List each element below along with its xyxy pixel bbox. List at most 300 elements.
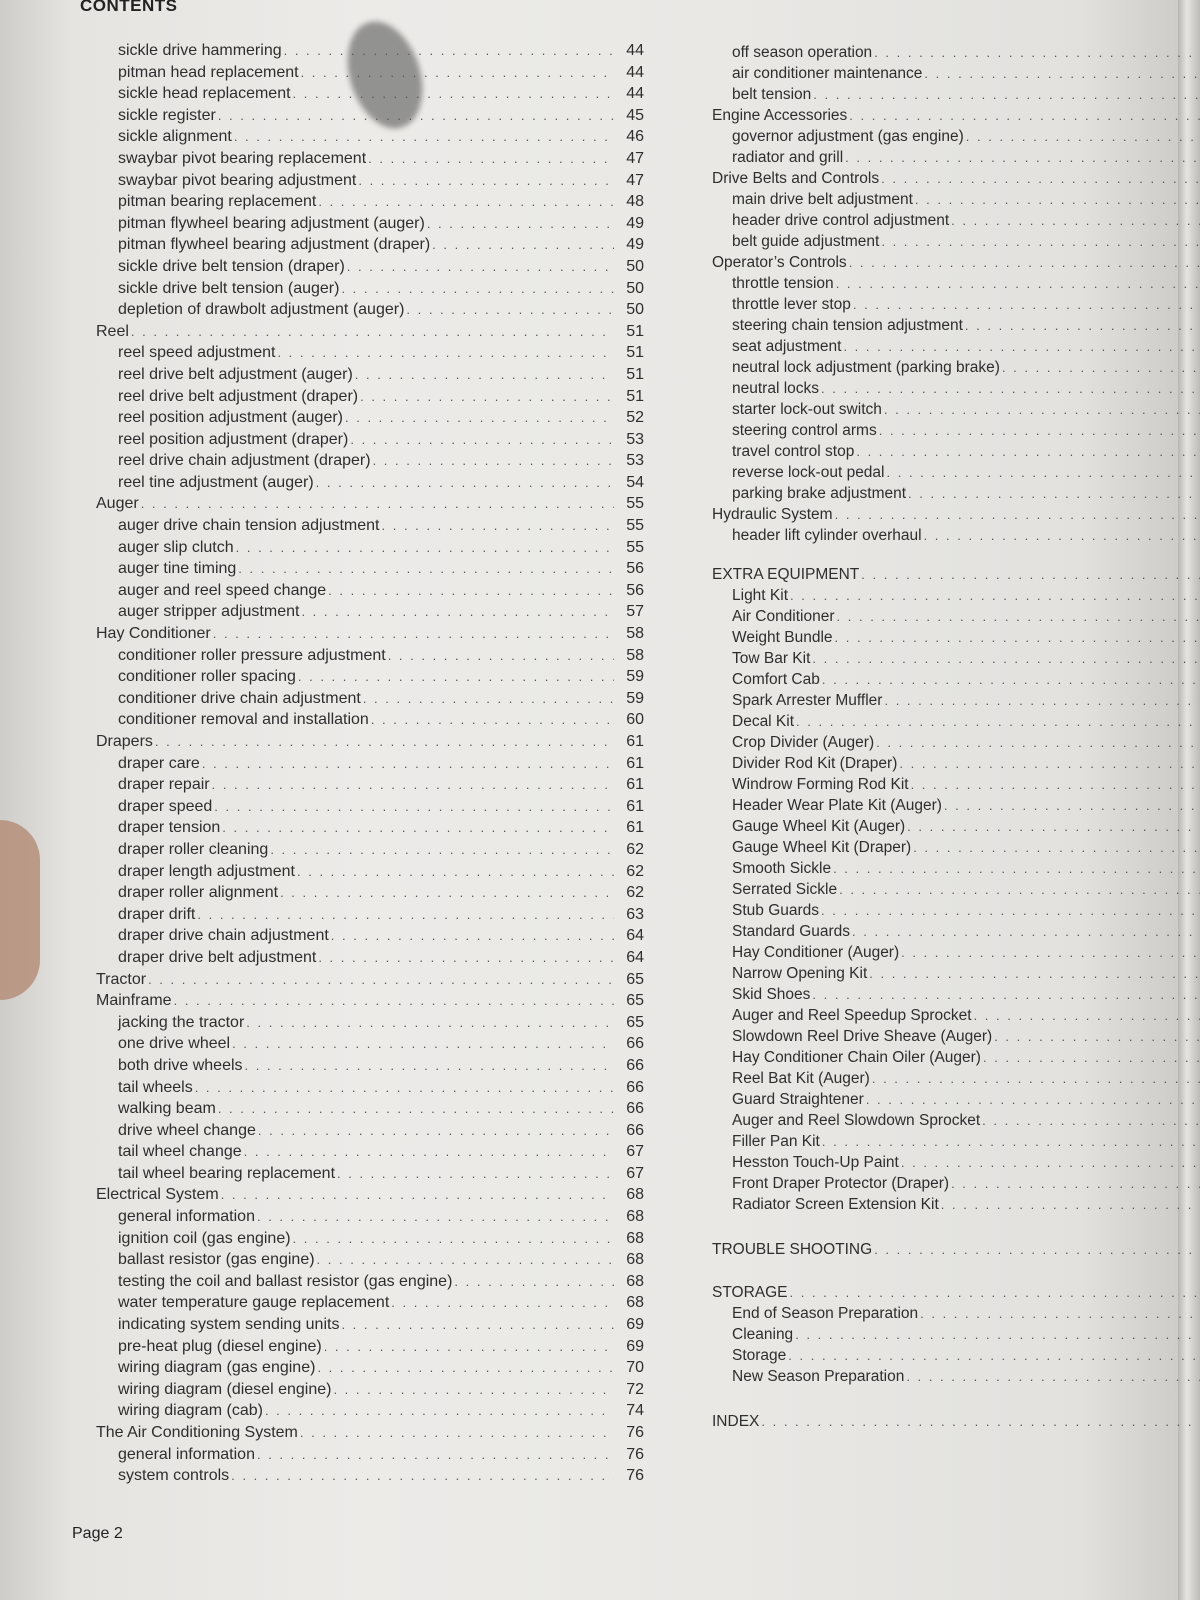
toc-entry[interactable] — [96, 666, 644, 688]
toc-entry-page: 50 — [626, 279, 644, 297]
dot-leader — [298, 1422, 614, 1444]
toc-entry-title: depletion of drawbolt adjustment (auger) — [118, 301, 405, 319]
dot-leader — [899, 942, 1200, 963]
dot-leader — [874, 732, 1200, 753]
toc-entry[interactable] — [712, 1194, 1200, 1215]
dot-leader — [949, 1173, 1200, 1194]
toc-entry[interactable] — [96, 83, 644, 105]
toc-entry-title: Slowdown Reel Drive Sheave (Auger) — [732, 1028, 993, 1045]
toc-entry-title: Drive Belts and Controls — [712, 170, 880, 187]
toc-entry[interactable] — [96, 1271, 644, 1293]
toc-entry[interactable] — [712, 42, 1200, 63]
toc-entry-page: 51 — [626, 344, 644, 362]
toc-entry[interactable] — [712, 378, 1200, 399]
toc-entry-title: tail wheel bearing replacement — [118, 1164, 336, 1182]
toc-entry-title: conditioner removal and installation — [118, 711, 369, 729]
toc-entry[interactable] — [96, 861, 644, 883]
toc-entry[interactable] — [712, 963, 1200, 984]
dot-leader — [1000, 357, 1200, 378]
toc-entry[interactable] — [712, 1324, 1200, 1345]
toc-entry[interactable] — [96, 601, 644, 623]
toc-entry-title: air conditioner maintenance — [732, 65, 923, 82]
toc-entry[interactable] — [712, 984, 1200, 1005]
toc-entry[interactable] — [96, 515, 644, 537]
toc-entry[interactable] — [712, 1068, 1200, 1089]
dot-leader — [316, 947, 614, 969]
dot-leader — [877, 420, 1200, 441]
toc-entry[interactable] — [96, 1249, 644, 1271]
toc-entry[interactable] — [712, 273, 1200, 294]
toc-entry-title: Comfort Cab — [732, 671, 820, 688]
toc-entry[interactable] — [96, 213, 644, 235]
toc-entry-page: 55 — [626, 517, 644, 535]
dot-leader — [837, 879, 1200, 900]
toc-entry[interactable] — [712, 462, 1200, 483]
toc-entry-page: 61 — [626, 776, 644, 794]
toc-entry[interactable] — [712, 879, 1200, 900]
toc-entry-page: 51 — [626, 387, 644, 405]
toc-entry-page: 76 — [626, 1467, 644, 1485]
toc-section-entry[interactable] — [712, 168, 1200, 189]
toc-entry-title: belt guide adjustment — [732, 233, 880, 250]
toc-entry-title: reel drive belt adjustment (draper) — [118, 387, 359, 405]
dot-leader — [195, 904, 614, 926]
dot-leader — [430, 234, 614, 256]
toc-section-entry[interactable] — [96, 321, 644, 343]
toc-entry[interactable] — [96, 1077, 644, 1099]
toc-entry[interactable] — [96, 191, 644, 213]
toc-entry[interactable] — [96, 537, 644, 559]
toc-entry[interactable] — [712, 1131, 1200, 1152]
toc-entry[interactable] — [96, 278, 644, 300]
toc-entry[interactable] — [712, 711, 1200, 732]
toc-entry[interactable] — [96, 126, 644, 148]
toc-entry-page: 67 — [626, 1164, 644, 1182]
toc-entry[interactable] — [712, 441, 1200, 462]
toc-entry-title: Operator’s Controls — [712, 254, 847, 271]
toc-entry-title: drive wheel change — [118, 1121, 256, 1139]
dot-leader — [834, 273, 1200, 294]
dot-leader — [371, 450, 614, 472]
toc-entry[interactable] — [96, 1033, 644, 1055]
toc-entry[interactable] — [712, 231, 1200, 252]
toc-entry-title: governor adjustment (gas engine) — [732, 128, 964, 145]
dot-leader — [942, 795, 1200, 816]
toc-entry-page: 66 — [626, 1035, 644, 1053]
dot-leader — [329, 925, 614, 947]
toc-entry[interactable] — [96, 342, 644, 364]
dot-leader — [793, 1324, 1200, 1345]
toc-entry[interactable] — [712, 1047, 1200, 1068]
toc-entry-title: auger slip clutch — [118, 538, 234, 556]
toc-entry[interactable] — [96, 62, 644, 84]
toc-entry[interactable] — [712, 585, 1200, 606]
toc-entry[interactable] — [96, 1465, 644, 1487]
toc-entry-title: Hay Conditioner Chain Oiler (Auger) — [732, 1049, 981, 1066]
toc-entry-page: 50 — [626, 257, 644, 275]
dot-leader — [911, 837, 1200, 858]
toc-entry-title: sickle register — [118, 106, 216, 124]
dot-leader — [854, 441, 1200, 462]
toc-entry[interactable] — [712, 900, 1200, 921]
toc-entry-title: Narrow Opening Kit — [732, 965, 868, 982]
toc-entry[interactable] — [712, 1366, 1200, 1387]
toc-section-entry[interactable] — [96, 731, 644, 753]
dot-leader — [255, 1444, 614, 1466]
dot-leader — [315, 1357, 614, 1379]
toc-entry[interactable] — [96, 386, 644, 408]
toc-entry[interactable] — [96, 709, 644, 731]
dot-leader — [870, 1068, 1200, 1089]
dot-leader — [885, 462, 1200, 483]
toc-entry-title: sickle head replacement — [118, 85, 291, 103]
toc-entry-page: 54 — [626, 473, 644, 491]
toc-entry[interactable] — [712, 1152, 1200, 1173]
dot-leader — [172, 990, 614, 1012]
toc-entry[interactable] — [712, 774, 1200, 795]
dot-leader — [963, 315, 1200, 336]
dot-leader — [831, 858, 1200, 879]
toc-entry[interactable] — [96, 1228, 644, 1250]
toc-entry[interactable] — [96, 947, 644, 969]
dot-leader — [922, 525, 1200, 546]
toc-entry-title: throttle lever stop — [732, 296, 851, 313]
dot-leader — [295, 861, 614, 883]
toc-entry-page: 68 — [626, 1229, 644, 1247]
toc-entry-title: water temperature gauge replacement — [118, 1294, 390, 1312]
toc-entry-title: auger stripper adjustment — [118, 603, 300, 621]
extra-equipment-section — [712, 564, 1200, 1215]
toc-entry[interactable] — [712, 1110, 1200, 1131]
toc-entry[interactable] — [712, 942, 1200, 963]
toc-entry[interactable] — [712, 795, 1200, 816]
dot-leader — [972, 1005, 1200, 1026]
dot-leader — [810, 984, 1200, 1005]
toc-entry-title: New Season Preparation — [732, 1368, 905, 1385]
toc-entry[interactable] — [712, 858, 1200, 879]
toc-section-entry[interactable] — [96, 1184, 644, 1206]
toc-entry-title: pre-heat plug (diesel engine) — [118, 1337, 322, 1355]
toc-entry-page: 56 — [626, 560, 644, 578]
toc-entry[interactable] — [712, 357, 1200, 378]
toc-entry-title: Decal Kit — [732, 713, 795, 730]
toc-entry-title: draper repair — [118, 776, 210, 794]
toc-section-entry[interactable] — [712, 105, 1200, 126]
dot-leader — [851, 294, 1200, 315]
toc-entry[interactable] — [712, 1026, 1200, 1047]
dot-leader — [299, 62, 614, 84]
dot-leader — [882, 399, 1200, 420]
toc-entry-title: Hay Conditioner — [96, 625, 211, 643]
toc-entry-page: 69 — [626, 1316, 644, 1334]
toc-entry[interactable] — [96, 429, 644, 451]
dot-leader — [343, 407, 614, 429]
toc-entry[interactable] — [712, 294, 1200, 315]
toc-entry[interactable] — [96, 1336, 644, 1358]
toc-entry-title: wiring diagram (gas engine) — [118, 1359, 316, 1377]
toc-entry-title: parking brake adjustment — [732, 485, 907, 502]
dot-leader — [339, 1314, 614, 1336]
toc-entry[interactable] — [96, 774, 644, 796]
dot-leader — [843, 147, 1200, 168]
dot-leader — [353, 364, 614, 386]
toc-entry[interactable] — [96, 580, 644, 602]
toc-entry[interactable] — [712, 921, 1200, 942]
toc-entry-page: 60 — [626, 711, 644, 729]
toc-entry-title: draper care — [118, 754, 200, 772]
toc-entry[interactable] — [712, 147, 1200, 168]
toc-entry-title: Engine Accessories — [712, 107, 848, 124]
toc-entry-title: radiator and grill — [732, 149, 844, 166]
toc-entry[interactable] — [96, 299, 644, 321]
toc-entry-page: 65 — [626, 1013, 644, 1031]
toc-entry[interactable] — [96, 753, 644, 775]
dot-leader — [339, 278, 614, 300]
toc-entry[interactable] — [96, 1120, 644, 1142]
toc-entry[interactable] — [712, 627, 1200, 648]
dot-leader — [879, 168, 1200, 189]
dot-leader — [867, 963, 1200, 984]
toc-entry-title: steering control arms — [732, 422, 877, 439]
toc-entry[interactable] — [712, 648, 1200, 669]
toc-section-entry[interactable] — [96, 1422, 644, 1444]
toc-entry[interactable] — [712, 84, 1200, 105]
dot-leader — [153, 731, 614, 753]
toc-entry[interactable] — [96, 1012, 644, 1034]
toc-entry[interactable] — [96, 170, 644, 192]
dot-leader — [291, 1228, 614, 1250]
dot-leader — [847, 105, 1200, 126]
toc-entry[interactable] — [712, 690, 1200, 711]
toc-entry[interactable] — [712, 63, 1200, 84]
toc-entry[interactable] — [96, 1400, 644, 1422]
toc-entry-title: main drive belt adjustment — [732, 191, 913, 208]
toc-entry-title: Filler Pan Kit — [732, 1133, 820, 1150]
toc-entry[interactable] — [712, 315, 1200, 336]
toc-entry[interactable] — [712, 816, 1200, 837]
dot-leader — [841, 336, 1200, 357]
toc-entry[interactable] — [96, 796, 644, 818]
toc-entry-title: sickle drive hammering — [118, 42, 282, 59]
toc-entry[interactable] — [96, 1292, 644, 1314]
dot-leader — [139, 493, 614, 515]
toc-section-entry[interactable] — [96, 493, 644, 515]
toc-entry-page: 64 — [626, 927, 644, 945]
toc-entry[interactable] — [96, 925, 644, 947]
toc-entry-page: 62 — [626, 840, 644, 858]
toc-entry-page: 47 — [626, 149, 644, 167]
extra-equipment-heading[interactable]: EXTRA EQUIPMENT . . . — [712, 564, 1200, 585]
toc-entry[interactable] — [96, 1206, 644, 1228]
toc-entry-title: draper tension — [118, 819, 221, 837]
toc-entry[interactable] — [96, 688, 644, 710]
toc-entry-page: 61 — [626, 797, 644, 815]
index-heading[interactable]: INDEX . . . — [712, 1411, 1200, 1432]
thumb — [0, 820, 40, 1000]
dot-leader — [404, 299, 614, 321]
dot-leader — [210, 774, 614, 796]
toc-entry[interactable] — [712, 525, 1200, 546]
toc-entry[interactable] — [712, 1173, 1200, 1194]
toc-section-entry[interactable] — [96, 990, 644, 1012]
contents-heading: CONTENTS — [80, 0, 178, 15]
toc-entry-title: Smooth Sickle — [732, 860, 832, 877]
toc-entry[interactable] — [96, 645, 644, 667]
toc-entry-page: 45 — [626, 106, 644, 124]
dot-leader — [369, 709, 614, 731]
toc-entry[interactable] — [96, 1141, 644, 1163]
toc-entry-page: 66 — [626, 1078, 644, 1096]
toc-entry[interactable] — [712, 483, 1200, 504]
toc-entry-title: Reel — [96, 322, 129, 340]
toc-entry[interactable] — [96, 472, 644, 494]
toc-entry-title: ignition coil (gas engine) — [118, 1229, 291, 1247]
dot-leader — [939, 1194, 1200, 1215]
dot-leader — [236, 558, 614, 580]
toc-entry[interactable] — [96, 364, 644, 386]
toc-entry-page: 63 — [626, 905, 644, 923]
toc-entry-title: both drive wheels — [118, 1056, 243, 1074]
toc-entry-title: Drapers — [96, 733, 153, 750]
toc-entry-title: Hesston Touch-Up Paint — [732, 1154, 899, 1171]
toc-entry[interactable] — [712, 837, 1200, 858]
toc-entry-page: 61 — [626, 754, 644, 772]
trouble-shooting-section — [712, 1239, 1200, 1260]
toc-entry-page: 76 — [626, 1445, 644, 1463]
toc-entry-page: 59 — [626, 689, 644, 707]
toc-entry-page: 55 — [626, 495, 644, 513]
toc-entry[interactable] — [712, 420, 1200, 441]
dot-leader — [820, 669, 1200, 690]
toc-entry[interactable] — [96, 1098, 644, 1120]
toc-entry[interactable] — [96, 558, 644, 580]
toc-entry[interactable] — [96, 1379, 644, 1401]
dot-leader — [358, 386, 614, 408]
toc-entry-page: 58 — [626, 646, 644, 664]
toc-entry[interactable] — [96, 904, 644, 926]
dot-leader — [356, 170, 614, 192]
dot-leader — [811, 84, 1200, 105]
toc-entry-page: 59 — [626, 668, 644, 686]
toc-section-entry[interactable] — [96, 623, 644, 645]
toc-entry[interactable] — [712, 336, 1200, 357]
dot-leader — [847, 252, 1200, 273]
toc-entry-title: Electrical System — [96, 1186, 219, 1204]
toc-entry[interactable] — [96, 450, 644, 472]
toc-entry-title: system controls — [118, 1467, 230, 1485]
toc-section-entry[interactable] — [712, 504, 1200, 525]
toc-entry-title: reel speed adjustment — [118, 344, 276, 362]
dot-leader — [263, 1400, 614, 1422]
toc-entry-title: throttle tension — [732, 275, 834, 292]
toc-entry[interactable] — [96, 256, 644, 278]
toc-entry[interactable] — [96, 882, 644, 904]
toc-entry[interactable] — [96, 105, 644, 127]
toc-entry[interactable] — [712, 1089, 1200, 1110]
toc-entry-title: Spark Arrester Muffler — [732, 692, 883, 709]
toc-entry-title: starter lock-out switch — [732, 401, 882, 418]
toc-entry[interactable] — [96, 1357, 644, 1379]
toc-entry-page: 44 — [626, 42, 644, 59]
toc-entry[interactable] — [96, 1444, 644, 1466]
toc-entry[interactable] — [96, 817, 644, 839]
toc-entry-title: Mainframe — [96, 992, 172, 1010]
toc-entry[interactable] — [712, 1005, 1200, 1026]
toc-entry-title: draper roller cleaning — [118, 840, 269, 858]
toc-entry-title: conditioner drive chain adjustment — [118, 689, 361, 707]
dot-leader — [833, 627, 1200, 648]
toc-entry[interactable] — [712, 732, 1200, 753]
dot-leader — [909, 774, 1200, 795]
toc-entry-title: tail wheels — [118, 1078, 193, 1096]
toc-entry-page: 67 — [626, 1143, 644, 1161]
toc-entry[interactable] — [712, 126, 1200, 147]
toc-entry-title: neutral lock adjustment (parking brake) — [732, 359, 1000, 376]
toc-entry[interactable] — [96, 839, 644, 861]
index-section — [712, 1411, 1200, 1432]
toc-entry-title: Storage — [732, 1347, 787, 1364]
toc-entry-page: 66 — [626, 1100, 644, 1118]
toc-entry-title: Air Conditioner — [732, 608, 835, 625]
toc-entry[interactable] — [712, 1345, 1200, 1366]
toc-entry[interactable] — [712, 669, 1200, 690]
toc-entry[interactable] — [96, 148, 644, 170]
dot-leader — [361, 688, 614, 710]
toc-entry[interactable] — [96, 1314, 644, 1336]
toc-entry-page: 62 — [626, 884, 644, 902]
toc-entry[interactable] — [712, 753, 1200, 774]
toc-entry[interactable] — [712, 606, 1200, 627]
toc-entry-title: Skid Shoes — [732, 986, 811, 1003]
toc-entry[interactable] — [96, 234, 644, 256]
left-toc-column — [96, 40, 644, 1487]
toc-entry[interactable] — [96, 1163, 644, 1185]
trouble-shooting-heading[interactable]: TROUBLE SHOOTING . . . — [712, 1239, 1200, 1260]
toc-entry-page: 48 — [626, 193, 644, 211]
dot-leader — [819, 900, 1200, 921]
toc-entry-page: 53 — [626, 430, 644, 448]
toc-entry[interactable] — [712, 210, 1200, 231]
right-toc-entries — [712, 42, 1200, 546]
dot-leader — [872, 42, 1200, 63]
toc-entry-page: 70 — [626, 1359, 644, 1377]
toc-entry[interactable] — [96, 40, 644, 62]
toc-entry[interactable] — [712, 189, 1200, 210]
toc-entry[interactable] — [712, 1303, 1200, 1324]
toc-entry-title: Standard Guards — [732, 923, 851, 940]
toc-entry-page: 69 — [626, 1337, 644, 1355]
toc-entry-page: 52 — [626, 409, 644, 427]
toc-entry-page: 64 — [626, 948, 644, 966]
dot-leader — [366, 148, 614, 170]
dot-leader — [282, 40, 614, 62]
toc-entry-title: general information — [118, 1208, 255, 1226]
toc-entry-page: 58 — [626, 625, 644, 643]
toc-entry[interactable] — [712, 399, 1200, 420]
toc-entry[interactable] — [96, 1055, 644, 1077]
storage-heading[interactable]: STORAGE . . . — [712, 1282, 1200, 1303]
toc-entry-title: auger and reel speed change — [118, 581, 327, 599]
toc-section-entry[interactable] — [712, 252, 1200, 273]
toc-entry-title: conditioner roller spacing — [118, 668, 296, 686]
toc-entry-title: seat adjustment — [732, 338, 842, 355]
toc-entry[interactable] — [96, 407, 644, 429]
toc-entry-title: Stub Guards — [732, 902, 820, 919]
toc-section-entry[interactable] — [96, 969, 644, 991]
toc-entry-title: sickle drive belt tension (auger) — [118, 279, 340, 297]
toc-entry-page: 51 — [626, 365, 644, 383]
toc-entry-page: 47 — [626, 171, 644, 189]
